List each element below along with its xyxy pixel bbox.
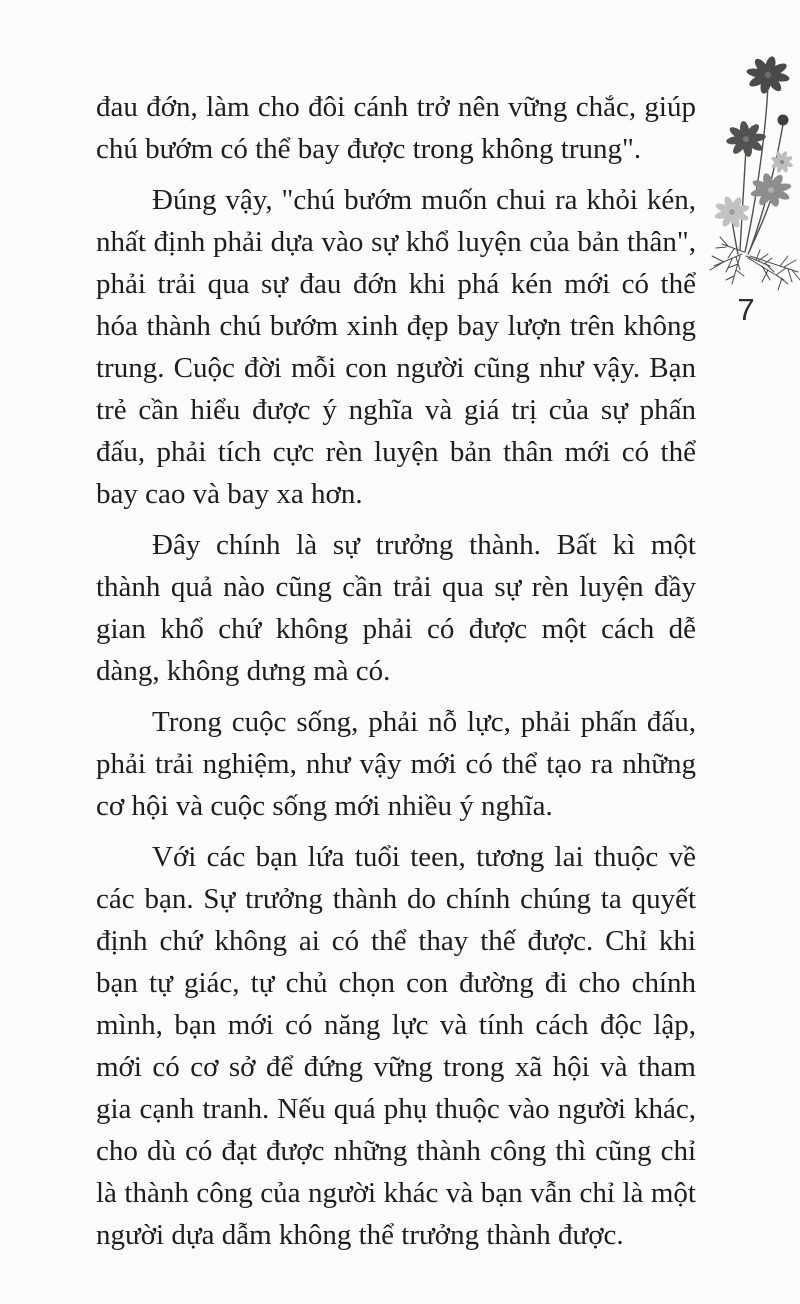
paragraph: Trong cuộc sống, phải nỗ lực, phải phấn đấu, phải trải nghiệm, như vậy mới có thể tạo ra những cơ hội và cuộc sống mới nhiều ý nghĩa. — [96, 706, 696, 822]
paragraph: Đúng vậy, "chú bướm muốn chui ra khỏi kén, nhất định phải dựa vào sự khổ luyện của bản thân", phải trải qua sự đau đớn khi phá kén mới có thể hóa thành chú bướm xinh đẹp bay lượn trên không trung. Cuộc đời mỗi con người cũng như vậy. Bạn trẻ cần hiểu được ý nghĩa và giá trị của sự phấn đấu, phải tích cực rèn luyện bản thân mới có thể bay cao và bay xa hơn. — [96, 184, 696, 510]
flower-bud — [778, 115, 789, 126]
cosmos-flower-icon — [692, 52, 800, 294]
paragraph: Đây chính là sự trưởng thành. Bất kì một thành quả nào cũng cần trải qua sự rèn luyện đầy gian khổ chứ không phải có được một cách dễ dàng, không dưng mà có. — [96, 529, 696, 687]
paragraph: đau đớn, làm cho đôi cánh trở nên vững chắc, giúp chú bướm có thể bay được trong không trung". — [96, 91, 696, 165]
page-text — [96, 86, 696, 1256]
paragraph: Với các bạn lứa tuổi teen, tương lai thuộc về các bạn. Sự trưởng thành do chính chúng ta quyết định chứ không ai có thể thay thế được. Chỉ khi bạn tự giác, tự chủ chọn con đường đi cho chính mình, bạn mới có năng lực và tính cách độc lập, mới có cơ sở để đứng vững trong xã hội và tham gia cạnh tranh. Nếu quá phụ thuộc vào người khác, cho dù có đạt được những thành công thì cũng chỉ là thành công của người khác và bạn vẫn chỉ là một người dựa dẫm không thể trưởng thành được. — [96, 841, 696, 1251]
page-number: 7 — [737, 292, 755, 327]
cosmos-flower-illustration — [692, 52, 800, 294]
